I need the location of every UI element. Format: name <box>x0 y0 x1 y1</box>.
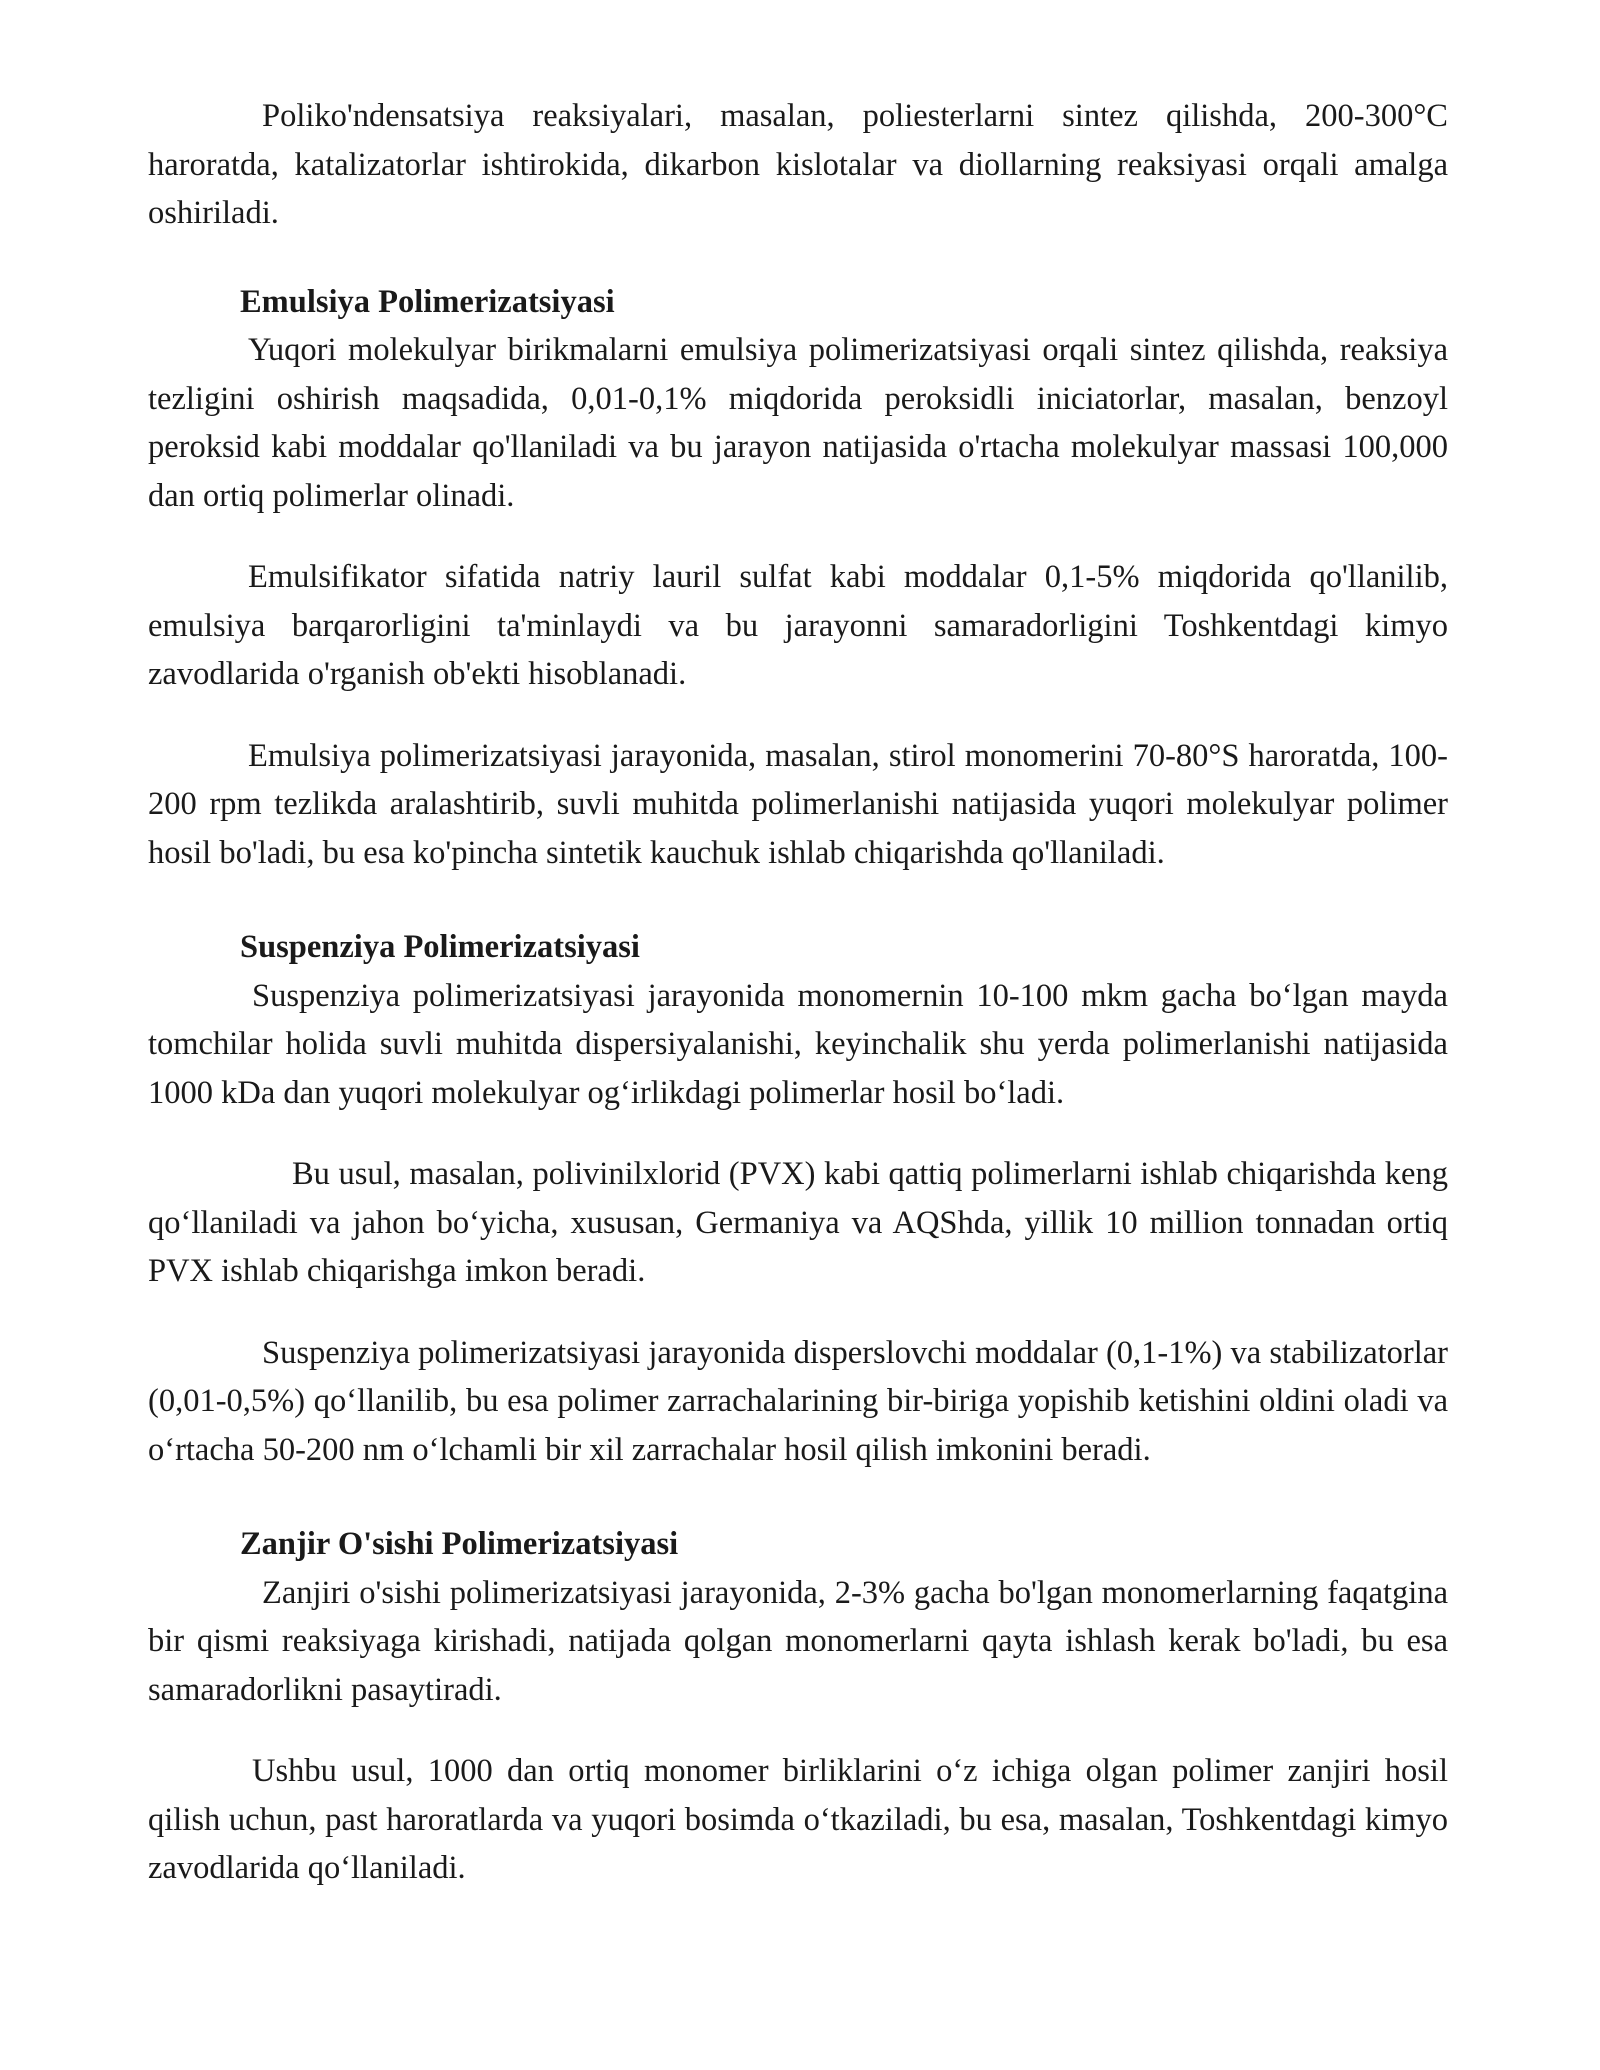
document-body <box>148 92 1448 1893</box>
body-paragraph: Emulsiya polimerizatsiyasi jarayonida, masalan, stirol monomerini 70-80°S haroratda, 100-200 rpm tezlikda aralashtirib, suvli muhitda polimerlanishi natijasida yuqori molekulyar polimer hosil bo'ladi, bu esa ko'pincha sintetik kauchuk ishlab chiqarishda qo'llaniladi. <box>148 737 1448 871</box>
body-paragraph: Yuqori molekulyar birikmalarni emulsiya polimerizatsiyasi orqali sintez qilishda, reaksiya tezligini oshirish maqsadida, 0,01-0,1% miqdorida peroksidli iniciatorlar, masalan, benzoyl peroksid kabi moddalar qo'llaniladi va bu jarayon natijasida o'rtacha molekulyar massasi 100,000 dan ortiq polimerlar olinadi. <box>148 332 1448 514</box>
section-heading-suspenziya: Suspenziya Polimerizatsiyasi <box>240 929 640 965</box>
body-paragraph: Emulsifikator sifatida natriy lauril sulfat kabi moddalar 0,1-5% miqdorida qo'llanilib, emulsiya barqarorligini ta'minlaydi va bu jarayonni samaradorligini Toshkentdagi kimyo zavodlarida o'rganish ob'ekti hisoblanadi. <box>148 559 1448 692</box>
body-paragraph: Suspenziya polimerizatsiyasi jarayonida monomernin 10-100 mkm gacha bo‘lgan mayda tomchilar holida suvli muhitda dispersiyalanishi, keyinchalik shu yerda polimerlanishi natijasida 1000 kDa dan yuqori molekulyar og‘irlikdagi polimerlar hosil bo‘ladi. <box>148 977 1448 1111</box>
section-heading-emulsiya: Emulsiya Polimerizatsiyasi <box>240 283 615 320</box>
body-paragraph: Suspenziya polimerizatsiyasi jarayonida disperslovchi moddalar (0,1-1%) va stabilizatorlar (0,01-0,5%) qo‘llanilib, bu esa polimer zarrachalarining bir-biriga yopishib ketishini oldini oladi va o‘rtacha 50-200 nm o‘lchamli bir xil zarrachalar hosil qilish imkonini beradi. <box>148 1334 1448 1468</box>
body-paragraph: Bu usul, masalan, polivinilxlorid (PVX) kabi qattiq polimerlarni ishlab chiqarishda keng qo‘llaniladi va jahon bo‘yicha, xususan, Germaniya va AQShda, yillik 10 million tonnadan ortiq PVX ishlab chiqarishga imkon beradi. <box>148 1156 1448 1289</box>
section-heading-zanjir: Zanjir O'sishi Polimerizatsiyasi <box>240 1526 679 1562</box>
body-paragraph: Ushbu usul, 1000 dan ortiq monomer birliklarini o‘z ichiga olgan polimer zanjiri hosil qilish uchun, past haroratlarda va yuqori bosimda o‘tkaziladi, bu esa, masalan, Toshkentdagi kimyo zavodlarida qo‘llaniladi. <box>148 1753 1448 1886</box>
intro-paragraph: Poliko'ndensatsiya reaksiyalari, masalan, poliesterlarni sintez qilishda, 200-300°C haroratda, katalizatorlar ishtirokida, dikarbon kislotalar va diollarning reaksiyasi orqali amalga oshiriladi. <box>148 98 1448 231</box>
body-paragraph: Zanjiri o'sishi polimerizatsiyasi jarayonida, 2-3% gacha bo'lgan monomerlarning faqatgina bir qismi reaksiyaga kirishadi, natijada qolgan monomerlarni qayta ishlash kerak bo'ladi, bu esa samaradorlikni pasaytiradi. <box>148 1574 1448 1708</box>
